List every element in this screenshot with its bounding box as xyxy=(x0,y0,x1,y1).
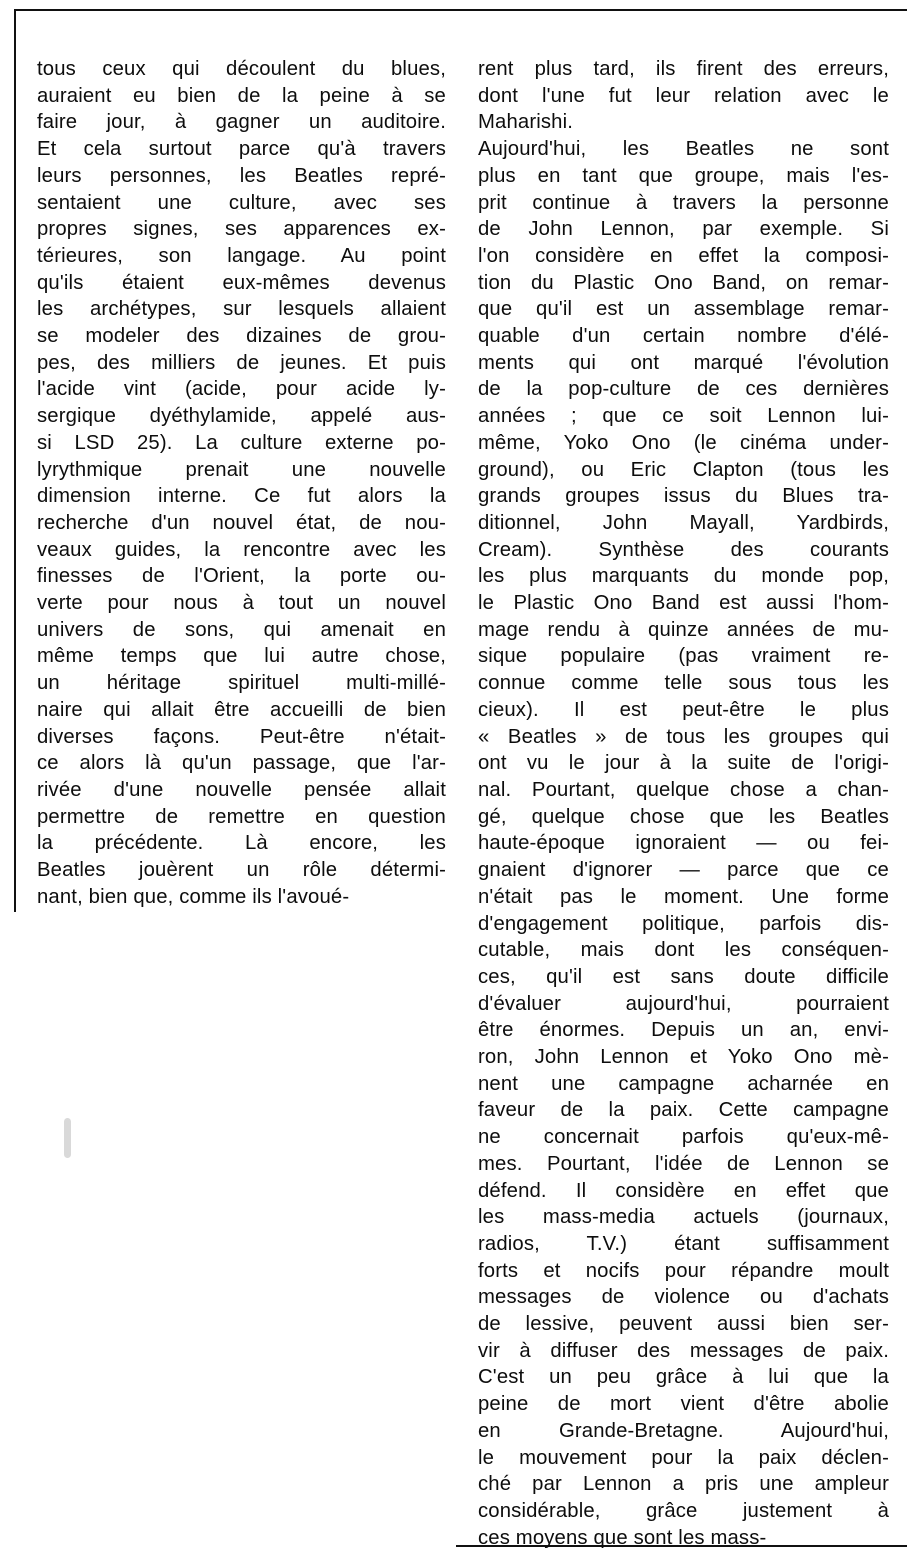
text-line: Et cela surtout parce qu'à travers xyxy=(37,138,446,161)
text-line: dimension interne. Ce fut alors la xyxy=(37,485,446,508)
text-line: les mass-media actuels (journaux, xyxy=(478,1206,889,1229)
text-line: cutable, mais dont les conséquen- xyxy=(478,939,889,962)
text-line: « Beatles » de tous les groupes qui xyxy=(478,725,889,748)
text-line: un héritage spirituel multi-millé- xyxy=(37,672,446,695)
text-line: tion du Plastic Ono Band, on remar- xyxy=(478,271,889,294)
text-line: sique populaire (pas vraiment re- xyxy=(478,645,889,668)
text-line: tous ceux qui découlent du blues, xyxy=(37,58,446,80)
text-line: plus en tant que groupe, mais l'es- xyxy=(478,164,889,187)
text-line: diverses façons. Peut-être n'était- xyxy=(37,725,446,748)
text-line: rent plus tard, ils firent des erreurs, xyxy=(478,58,889,80)
text-line: défend. Il considère en effet que xyxy=(478,1179,889,1202)
text-line: les plus marquants du monde pop, xyxy=(478,565,889,588)
text-line: térieures, son langage. Au point xyxy=(37,244,446,267)
text-line: ont vu le jour à la suite de l'origi- xyxy=(478,752,889,775)
text-line: même, Yoko Ono (le cinéma under- xyxy=(478,431,889,454)
left-text-column xyxy=(37,56,446,911)
text-line: veaux guides, la rencontre avec les xyxy=(37,538,446,561)
text-line: de John Lennon, par exemple. Si xyxy=(478,218,889,241)
text-line: propres signes, ses apparences ex- xyxy=(37,218,446,241)
text-line: rivée d'une nouvelle pensée allait xyxy=(37,778,446,801)
text-line: C'est un peu grâce à lui que la xyxy=(478,1366,889,1389)
text-line: se modeler des dizaines de grou- xyxy=(37,325,446,348)
text-line: cieux). Il est peut-être le plus xyxy=(478,698,889,721)
text-line: recherche d'un nouvel état, de nou- xyxy=(37,511,446,534)
text-line: la précédente. Là encore, les xyxy=(37,832,446,855)
text-line: d'engagement politique, parfois dis- xyxy=(478,912,889,935)
text-line: lyrythmique prenait une nouvelle xyxy=(37,458,446,481)
text-line: en Grande-Bretagne. Aujourd'hui, xyxy=(478,1419,889,1442)
text-line: d'évaluer aujourd'hui, pourraient xyxy=(478,992,889,1015)
text-line: de lessive, peuvent aussi bien ser- xyxy=(478,1313,889,1336)
text-line: finesses de l'Orient, la porte ou- xyxy=(37,565,446,588)
text-line: ce alors là qu'un passage, que l'ar- xyxy=(37,752,446,775)
text-line: prit continue à travers la personne xyxy=(478,191,889,214)
text-line: forts et nocifs pour répandre moult xyxy=(478,1259,889,1282)
text-line: leurs personnes, les Beatles repré- xyxy=(37,164,446,187)
text-line: même temps que lui autre chose, xyxy=(37,645,446,668)
text-line: qu'ils étaient eux-mêmes devenus xyxy=(37,271,446,294)
text-line: ments qui ont marqué l'évolution xyxy=(478,351,889,374)
text-line: de la pop-culture de ces dernières xyxy=(478,378,889,401)
text-line: haute-époque ignoraient — ou fei- xyxy=(478,832,889,855)
text-line: gé, quelque chose que les Beatles xyxy=(478,805,889,828)
text-line: ché par Lennon a pris une ampleur xyxy=(478,1473,889,1496)
text-line: faire jour, à gagner un auditoire. xyxy=(37,111,446,134)
text-line: ne concernait parfois qu'eux-mê- xyxy=(478,1126,889,1149)
text-line: peine de mort vient d'être abolie xyxy=(478,1393,889,1416)
text-line: nant, bien que, comme ils l'avoué- xyxy=(37,885,350,908)
text-line: si LSD 25). La culture externe po- xyxy=(37,431,446,454)
text-line: les archétypes, sur lesquels allaient xyxy=(37,298,446,321)
text-line: ditionnel, John Mayall, Yardbirds, xyxy=(478,511,889,534)
text-line: univers de sons, qui amenait en xyxy=(37,618,446,641)
text-line: vir à diffuser des messages de paix. xyxy=(478,1339,889,1362)
text-line: considérable, grâce justement à xyxy=(478,1499,889,1522)
text-line: nal. Pourtant, quelque chose a chan- xyxy=(478,778,889,801)
text-line: auraient eu bien de la peine à se xyxy=(37,84,446,107)
text-line: Beatles jouèrent un rôle détermi- xyxy=(37,859,446,882)
text-line: le mouvement pour la paix déclen- xyxy=(478,1446,889,1469)
text-line: radios, T.V.) étant suffisamment xyxy=(478,1232,889,1255)
text-line: verte pour nous à tout un nouvel xyxy=(37,592,446,615)
text-line: sergique dyéthylamide, appelé aus- xyxy=(37,405,446,428)
text-line: années ; que ce soit Lennon lui- xyxy=(478,405,889,428)
text-line: que qu'il est un assemblage remar- xyxy=(478,298,889,321)
text-line: sentaient une culture, avec ses xyxy=(37,191,446,214)
scan-smudge-mark xyxy=(64,1118,71,1158)
text-line: l'on considère en effet la composi- xyxy=(478,244,889,267)
text-line: nent une campagne acharnée en xyxy=(478,1072,889,1095)
text-line: mage rendu à quinze années de mu- xyxy=(478,618,889,641)
text-line: pes, des milliers de jeunes. Et puis xyxy=(37,351,446,374)
text-line: naire qui allait être accueilli de bien xyxy=(37,698,446,721)
text-line: l'acide vint (acide, pour acide ly- xyxy=(37,378,446,401)
text-line: faveur de la paix. Cette campagne xyxy=(478,1099,889,1122)
text-line: Aujourd'hui, les Beatles ne sont xyxy=(478,138,889,161)
right-text-column xyxy=(478,56,889,1551)
text-line: ron, John Lennon et Yoko Ono mè- xyxy=(478,1046,889,1069)
text-line: être énormes. Depuis un an, envi- xyxy=(478,1019,889,1042)
text-line: ground), ou Eric Clapton (tous les xyxy=(478,458,889,481)
text-line: connue comme telle sous tous les xyxy=(478,672,889,695)
text-line: le Plastic Ono Band est aussi l'hom- xyxy=(478,592,889,615)
text-line: n'était pas le moment. Une forme xyxy=(478,885,889,908)
text-line: gnaient d'ignorer — parce que ce xyxy=(478,859,889,882)
text-line: dont l'une fut leur relation avec le xyxy=(478,84,889,107)
text-line: Maharishi. xyxy=(478,111,574,134)
top-border-rule xyxy=(14,9,907,11)
text-line: mes. Pourtant, l'idée de Lennon se xyxy=(478,1152,889,1175)
text-line: quable d'un certain nombre d'élé- xyxy=(478,325,889,348)
text-line: Cream). Synthèse des courants xyxy=(478,538,889,561)
text-line: messages de violence ou d'achats xyxy=(478,1286,889,1309)
text-line: ces, qu'il est sans doute difficile xyxy=(478,965,889,988)
left-border-rule xyxy=(14,9,16,912)
text-line: ces moyens que sont les mass- xyxy=(478,1526,767,1549)
text-line: grands groupes issus du Blues tra- xyxy=(478,485,889,508)
text-line: permettre de remettre en question xyxy=(37,805,446,828)
